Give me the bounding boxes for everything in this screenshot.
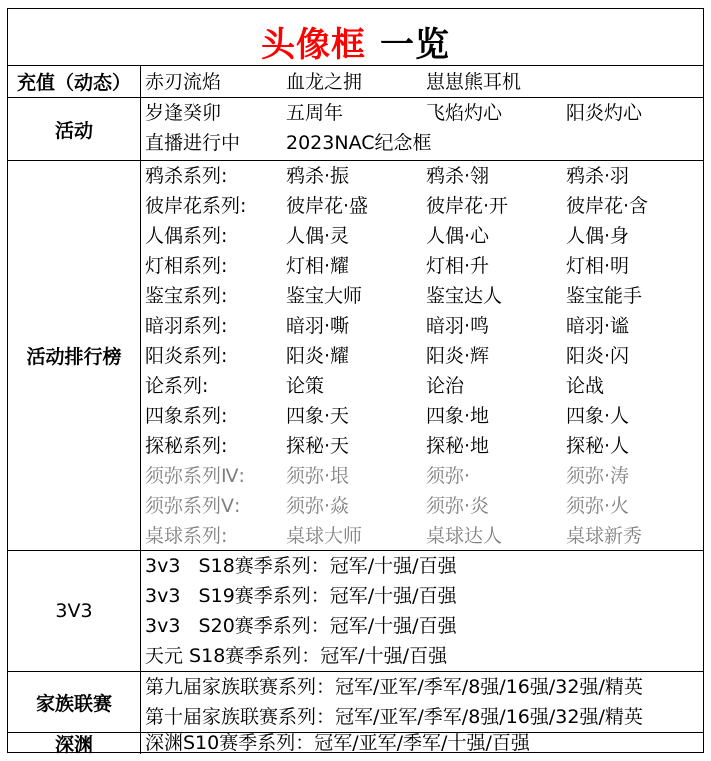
frame-item: 阳炎灼心 (566, 102, 643, 124)
ranking-row (8, 161, 703, 551)
frame-item: 人偶·身 (566, 225, 630, 247)
frame-item: 暗羽·鸣 (426, 315, 490, 337)
recharge-line (141, 67, 703, 97)
season-series-text: 3v3 S20赛季系列：冠军/十强/百强 (145, 615, 457, 637)
frame-item: 鉴宝达人 (426, 285, 503, 307)
events-line (141, 98, 703, 128)
ranking-line (141, 281, 703, 311)
category-3v3: 3V3 (8, 551, 141, 671)
frame-item: 阳炎·闪 (566, 345, 630, 367)
series-label: 探秘系列: (145, 435, 228, 457)
season-series-text: 3v3 S19赛季系列：冠军/十强/百强 (145, 585, 457, 607)
frame-item: 探秘·天 (286, 435, 350, 457)
series-label: 须弥系列Ⅴ: (145, 495, 241, 517)
ranking-line (141, 431, 703, 461)
page-title (261, 17, 450, 66)
season-series-text: 3v3 S18赛季系列：冠军/十强/百强 (145, 555, 457, 577)
ranking-line (141, 521, 703, 551)
frame-item: 鸦杀·振 (286, 165, 350, 187)
frame-item: 四象·地 (426, 405, 490, 427)
frame-item: 须弥·火 (566, 495, 630, 517)
recharge-content (141, 66, 703, 97)
frame-item: 论治 (426, 375, 465, 397)
frame-item: 灯相·升 (426, 255, 490, 277)
frame-item: 灯相·明 (566, 255, 630, 277)
title-rest: 一览 (380, 25, 450, 65)
frame-item: 须弥·炎 (426, 495, 490, 517)
series-label: 鉴宝系列: (145, 285, 228, 307)
frame-item: 探秘·地 (426, 435, 490, 457)
frame-item: 血龙之拥 (286, 71, 363, 93)
v3-line (141, 611, 703, 641)
ranking-content (141, 161, 703, 550)
season-series-text: 深渊S10赛季系列：冠军/亚军/季军/十强/百强 (145, 732, 530, 754)
ranking-line (141, 491, 703, 521)
series-label: 人偶系列: (145, 225, 228, 247)
frame-item: 暗羽·谧 (566, 315, 630, 337)
ranking-line (141, 311, 703, 341)
category-clan-league: 家族联赛 (8, 672, 141, 732)
v3-content (141, 551, 703, 671)
frame-item: 彼岸花·盛 (286, 195, 369, 217)
series-label: 彼岸花系列: (145, 195, 247, 217)
category-ranking: 活动排行榜 (8, 161, 141, 550)
series-label: 桌球系列: (145, 525, 228, 547)
frame-item: 人偶·心 (426, 225, 490, 247)
series-label: 鸦杀系列: (145, 165, 228, 187)
frame-item: 论策 (286, 375, 325, 397)
recharge-row (8, 66, 703, 98)
abyss-content (141, 728, 703, 754)
frame-item: 鸦杀·翎 (426, 165, 490, 187)
frame-item: 鉴宝大师 (286, 285, 363, 307)
frame-item: 四象·天 (286, 405, 350, 427)
frame-item: 2023NAC纪念框 (286, 132, 432, 154)
abyss-line (141, 728, 703, 758)
frame-item: 岁逢癸卯 (145, 102, 222, 124)
category-recharge: 充值（动态） (8, 66, 141, 97)
frame-item: 须弥·焱 (286, 495, 350, 517)
abyss-row (8, 733, 703, 754)
clan-content (141, 672, 703, 732)
v3-row (8, 551, 703, 672)
title-accent: 头像框 (261, 25, 366, 65)
ranking-line (141, 161, 703, 191)
series-label: 须弥系列Ⅳ: (145, 465, 245, 487)
v3-line (141, 581, 703, 611)
frame-item: 须弥·垠 (286, 465, 350, 487)
series-label: 四象系列: (145, 405, 228, 427)
frame-item: 桌球达人 (426, 525, 503, 547)
frame-item: 鉴宝能手 (566, 285, 643, 307)
v3-line (141, 551, 703, 581)
frame-item: 桌球大师 (286, 525, 363, 547)
ranking-line (141, 251, 703, 281)
avatar-frame-table (7, 8, 704, 756)
frame-item: 四象·人 (566, 405, 630, 427)
events-line (141, 128, 703, 158)
frame-item: 赤刃流焰 (145, 71, 222, 93)
v3-line (141, 641, 703, 671)
frame-item: 鸦杀·羽 (566, 165, 630, 187)
series-label: 暗羽系列: (145, 315, 228, 337)
season-series-text: 第九届家族联赛系列：冠军/亚军/季军/8强/16强/32强/精英 (145, 676, 643, 698)
frame-item: 探秘·人 (566, 435, 630, 457)
frame-item: 阳炎·耀 (286, 345, 350, 367)
events-row (8, 98, 703, 161)
ranking-line (141, 191, 703, 221)
frame-item: 飞焰灼心 (426, 102, 503, 124)
category-events: 活动 (8, 98, 141, 160)
ranking-line (141, 401, 703, 431)
ranking-line (141, 221, 703, 251)
frame-item: 灯相·耀 (286, 255, 350, 277)
category-abyss: 深渊 (8, 733, 141, 754)
clan-row (8, 672, 703, 733)
series-label: 阳炎系列: (145, 345, 228, 367)
frame-item: 人偶·灵 (286, 225, 350, 247)
frame-item: 暗羽·嘶 (286, 315, 350, 337)
title-row (8, 9, 703, 66)
frame-item: 直播进行中 (145, 132, 241, 154)
frame-item: 阳炎·辉 (426, 345, 490, 367)
frame-item: 彼岸花·开 (426, 195, 509, 217)
events-content (141, 98, 703, 160)
season-series-text: 天元 S18赛季系列：冠军/十强/百强 (145, 645, 448, 667)
frame-item: 崽崽熊耳机 (426, 71, 522, 93)
season-series-text: 第十届家族联赛系列：冠军/亚军/季军/8强/16强/32强/精英 (145, 706, 643, 728)
series-label: 论系列: (145, 375, 209, 397)
ranking-line (141, 371, 703, 401)
frame-item: 论战 (566, 375, 605, 397)
frame-item: 须弥·涛 (566, 465, 630, 487)
frame-item: 五周年 (286, 102, 344, 124)
frame-item: 彼岸花·含 (566, 195, 649, 217)
ranking-line (141, 461, 703, 491)
ranking-line (141, 341, 703, 371)
frame-item: 须弥· (426, 465, 471, 487)
clan-line (141, 672, 703, 702)
frame-item: 桌球新秀 (566, 525, 643, 547)
series-label: 灯相系列: (145, 255, 228, 277)
